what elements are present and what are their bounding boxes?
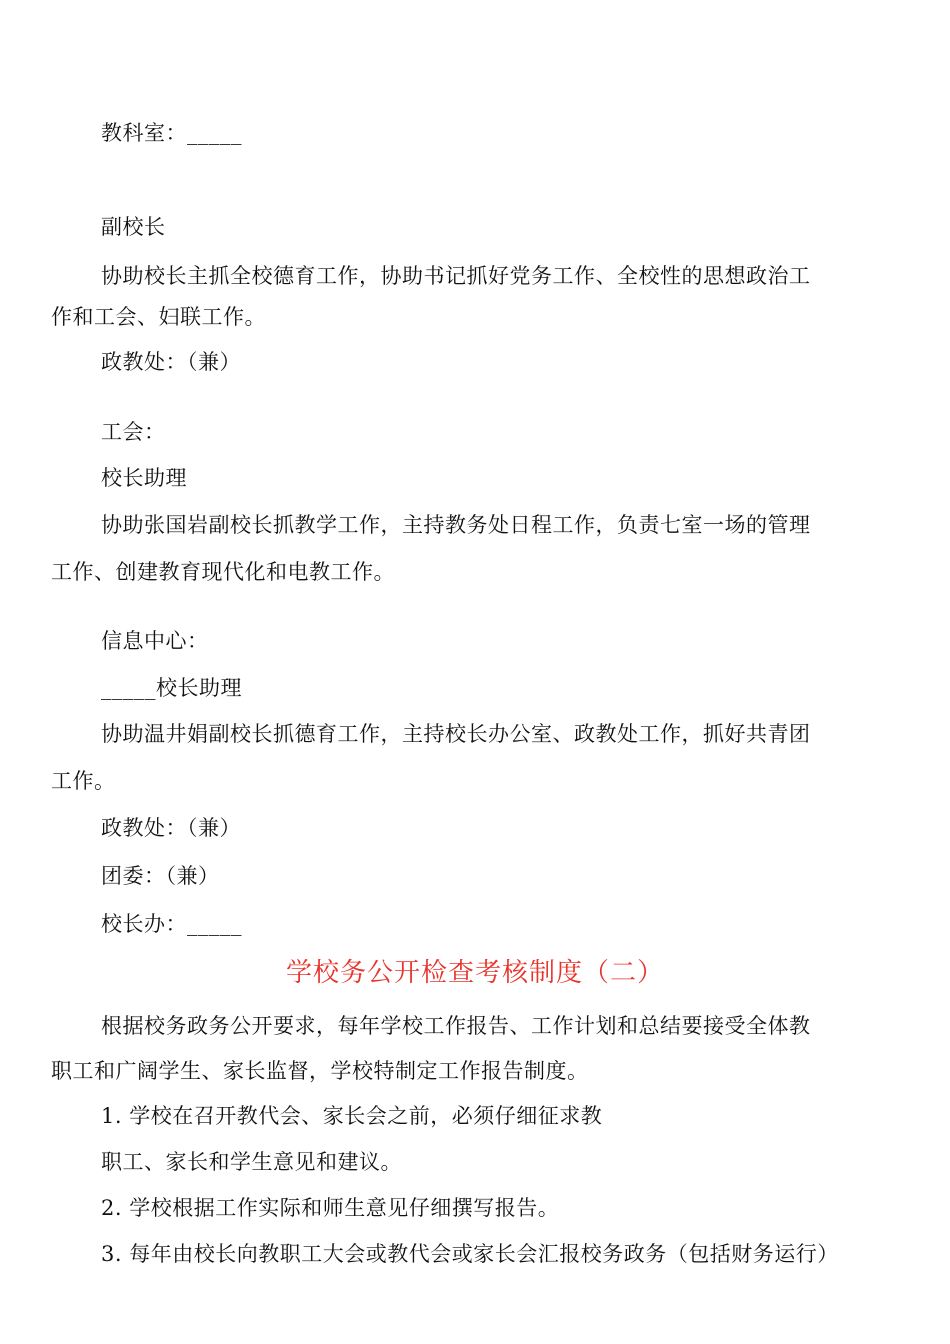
- paragraph-line: 团委：（兼）: [101, 864, 220, 888]
- paragraph-line: 协助温井娟副校长抓德育工作，主持校长办公室、政教处工作，抓好共青团: [101, 722, 811, 746]
- paragraph-line: 协助张国岩副校长抓教学工作，主持教务处日程工作，负责七室一场的管理: [101, 513, 811, 537]
- paragraph-line: 校长助理: [101, 466, 187, 490]
- paragraph-line: 教科室：_____: [101, 121, 242, 145]
- paragraph-line: 工作。: [51, 769, 116, 793]
- section-title: 学校务公开检查考核制度（二）: [285, 958, 664, 988]
- paragraph-line: 3. 每年由校长向教职工大会或教代会或家长会汇报校务政务（包括财务运行）: [101, 1242, 839, 1266]
- paragraph-line: 作和工会、妇联工作。: [51, 305, 266, 329]
- paragraph-line: 校长办：_____: [101, 912, 242, 936]
- paragraph-line: 职工、家长和学生意见和建议。: [101, 1150, 402, 1174]
- paragraph-line: 信息中心：: [101, 629, 209, 653]
- paragraph-line: 政教处：（兼）: [101, 350, 241, 374]
- paragraph-line: 根据校务政务公开要求，每年学校工作报告、工作计划和总结要接受全体教: [101, 1014, 811, 1038]
- paragraph-line: 工作、创建教育现代化和电教工作。: [51, 560, 395, 584]
- paragraph-line: 协助校长主抓全校德育工作，协助书记抓好党务工作、全校性的思想政治工: [101, 264, 811, 288]
- paragraph-line: 工会：: [101, 420, 166, 444]
- paragraph-line: 2. 学校根据工作实际和师生意见仔细撰写报告。: [101, 1196, 560, 1220]
- paragraph-line: 副校长: [101, 215, 166, 239]
- paragraph-line: 1. 学校在召开教代会、家长会之前，必须仔细征求教: [101, 1104, 603, 1128]
- paragraph-line: _____校长助理: [101, 676, 242, 700]
- paragraph-line: 政教处：（兼）: [101, 816, 241, 840]
- paragraph-line: 职工和广阔学生、家长监督，学校特制定工作报告制度。: [51, 1059, 589, 1083]
